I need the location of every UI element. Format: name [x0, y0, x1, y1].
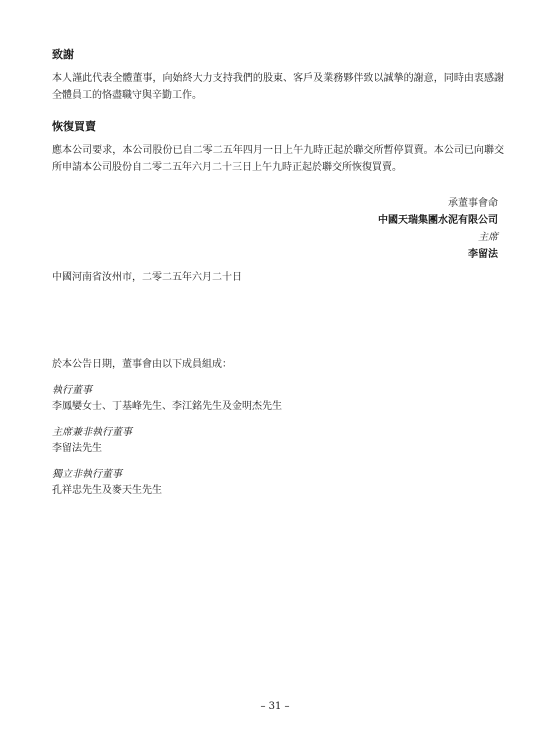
- resumption-heading: 恢復買賣: [52, 120, 96, 133]
- acknowledgement-paragraph: 本人謹此代表全體董事，向始終大力支持我們的股東、客戶及業務夥伴致以誠摯的謝意，同時由衷感謝全體員工的恪盡職守與辛勤工作。: [52, 73, 504, 101]
- resumption-paragraph: 應本公司要求，本公司股份已自二零二五年四月一日上午九時正起於聯交所暫停買賣。本公司已向聯交所申請本公司股份自二零二五年六月二十三日上午九時正起於聯交所恢復買賣。: [52, 145, 504, 173]
- executive-directors-title: 執行董事: [52, 385, 92, 396]
- by-order-line: 承董事會命: [448, 198, 498, 209]
- page-number: – 31 –: [260, 701, 290, 712]
- signatory-name: 李留法: [468, 249, 498, 260]
- place-and-date: 中國河南省汝州市，二零二五年六月二十日: [52, 272, 242, 283]
- company-name: 中國天瑞集團水泥有限公司: [378, 215, 498, 226]
- executive-directors-list: 李鳳孌女士、丁基峰先生、李江銘先生及金明杰先生: [52, 401, 282, 412]
- signatory-title: 主席: [478, 232, 498, 243]
- independent-directors-list: 孔祥忠先生及麥天生先生: [52, 485, 162, 496]
- independent-directors-title: 獨立非執行董事: [52, 469, 122, 480]
- board-composition-intro: 於本公告日期，董事會由以下成員組成：: [52, 359, 232, 370]
- chairman-title: 主席兼非執行董事: [52, 427, 132, 438]
- acknowledgement-heading: 致謝: [52, 48, 74, 61]
- chairman-list: 李留法先生: [52, 443, 102, 454]
